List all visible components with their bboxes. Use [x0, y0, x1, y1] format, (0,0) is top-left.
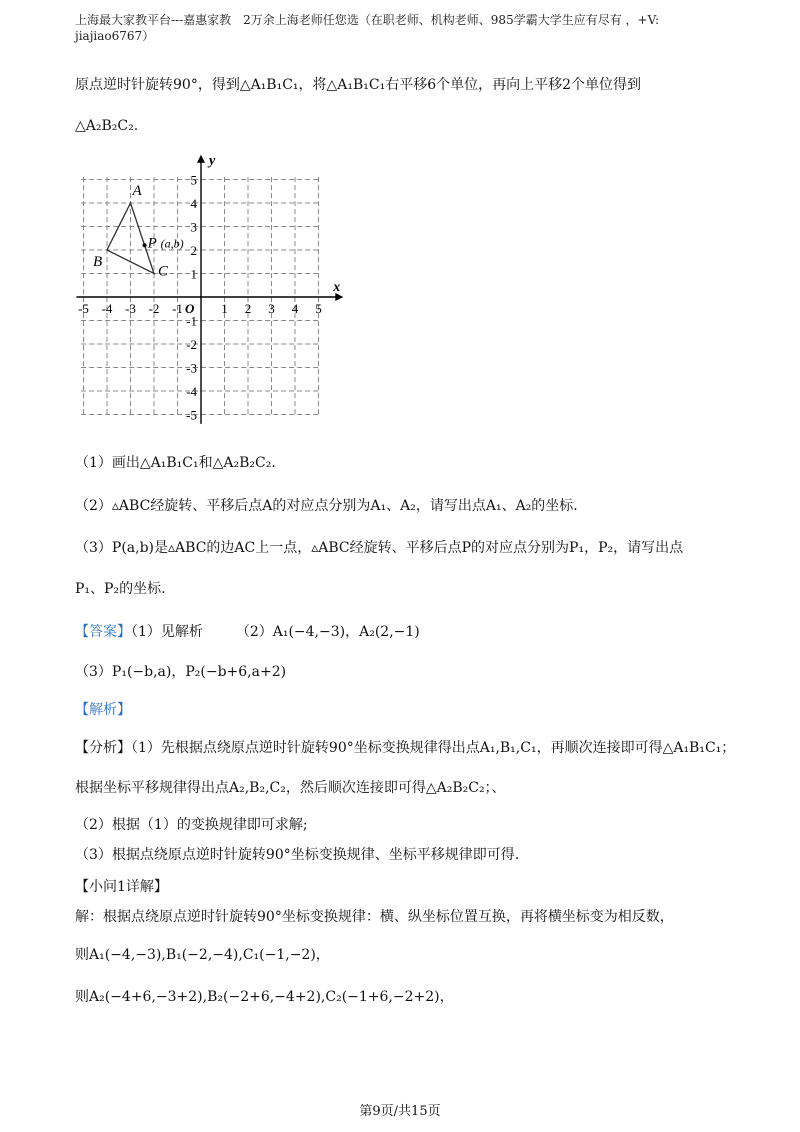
answer-part-2: （2）A₁(−4,−3)，A₂(2,−1) [235, 624, 420, 640]
y-tick-label: -4 [186, 384, 197, 399]
question-3-line-1: （3）P(a,b)是▵ABC的边AC上一点，▵ABC经旋转、平移后点P的对应点分别为P₁，P₂，请写出点 [75, 540, 684, 556]
y-tick-label: -1 [186, 313, 197, 329]
x-tick-label: 4 [291, 301, 299, 316]
intro-line-1: 原点逆时针旋转90°，得到△A₁B₁C₁，将△A₁B₁C₁右平移6个单位，再向上平移2个单位得到 [75, 77, 642, 93]
axes [76, 155, 343, 424]
header-line-2: jiajiao6767） [75, 29, 155, 43]
x-tick-label: -1 [172, 301, 183, 316]
analysis-tag: 【解析】 [75, 702, 131, 718]
y-tick-label: 3 [190, 219, 197, 235]
x-tick-label: -2 [148, 301, 160, 316]
point-p-dot [143, 243, 147, 247]
question-2: （2）▵ABC经旋转、平移后点A的对应点分别为A₁、A₂，请写出点A₁、A₂的坐标. [75, 498, 578, 514]
point-p-label: P [147, 235, 157, 252]
detail-line-3: 则A₂(−4+6,−3+2),B₂(−2+6,−4+2),C₂(−1+6,−2+2)， [75, 989, 454, 1005]
x-tick-label: -4 [101, 301, 113, 316]
x-tick-label: -5 [78, 301, 89, 316]
x-tick-label: 5 [315, 301, 322, 316]
analysis-line-3: （2）根据（1）的变换规律即可求解; [75, 817, 308, 833]
point-c-label: C [158, 263, 169, 280]
y-tick-label: 2 [190, 243, 197, 258]
answer-part-3: （3）P₁(−b,a)，P₂(−b+6,a+2) [75, 664, 287, 680]
y-tick-label: 4 [190, 196, 197, 211]
question-1: （1）画出△A₁B₁C₁和△A₂B₂C₂. [75, 455, 276, 471]
intro-line-2: △A₂B₂C₂. [75, 118, 139, 134]
question-3-line-2: P₁、P₂的坐标. [75, 581, 166, 597]
analysis-line-4: （3）根据点绕原点逆时针旋转90°坐标变换规律、坐标平移规律即可得. [75, 847, 520, 863]
y-tick-label: 1 [190, 266, 197, 282]
y-axis-arrow [197, 155, 205, 163]
answer-tag: 【答案】 [75, 624, 131, 640]
coordinate-figure [60, 150, 360, 440]
x-tick-label: 2 [244, 301, 252, 316]
x-tick-label: 3 [268, 301, 275, 316]
x-tick-label: -3 [125, 301, 136, 316]
origin-label: O [185, 301, 195, 316]
point-b-label: B [93, 254, 103, 270]
page-header [75, 12, 735, 44]
answer-line-1 [75, 621, 420, 641]
y-axis-label: y [209, 153, 216, 169]
answer-part-1: （1）见解析 [131, 624, 203, 640]
y-tick-label: 5 [190, 172, 197, 188]
analysis-line-2: 根据坐标平移规律得出点A₂,B₂,C₂，然后顺次连接即可得△A₂B₂C₂；、 [75, 780, 506, 796]
analysis-line-1: 【分析】（1）先根据点绕原点逆时针旋转90°坐标变换规律得出点A₁,B₁,C₁，再顺次连接即可得△A₁B₁C₁； [75, 740, 736, 756]
y-tick-label: -3 [186, 360, 197, 376]
detail-title: 【小问1详解】 [75, 879, 168, 895]
detail-line-2: 则A₁(−4,−3),B₁(−2,−4),C₁(−1,−2)， [75, 947, 330, 963]
point-a-label: A [132, 183, 142, 199]
page-footer: 第9页/共15页 [359, 1104, 441, 1119]
y-tick-label: -5 [186, 407, 197, 423]
point-p-coordinate: (a,b) [160, 236, 184, 251]
x-tick-label: 1 [221, 301, 228, 316]
header-line-1: 上海最大家教平台---嘉惠家教 2万余上海老师任您选（在职老师、机构老师、985学霸大学生应有尽有 ，+V: [75, 13, 660, 27]
y-tick-label: -2 [186, 337, 197, 352]
detail-line-1: 解：根据点绕原点逆时针旋转90°坐标变换规律：横、纵坐标位置互换，再将横坐标变为相反数， [75, 909, 674, 925]
x-axis-label: x [333, 280, 341, 295]
